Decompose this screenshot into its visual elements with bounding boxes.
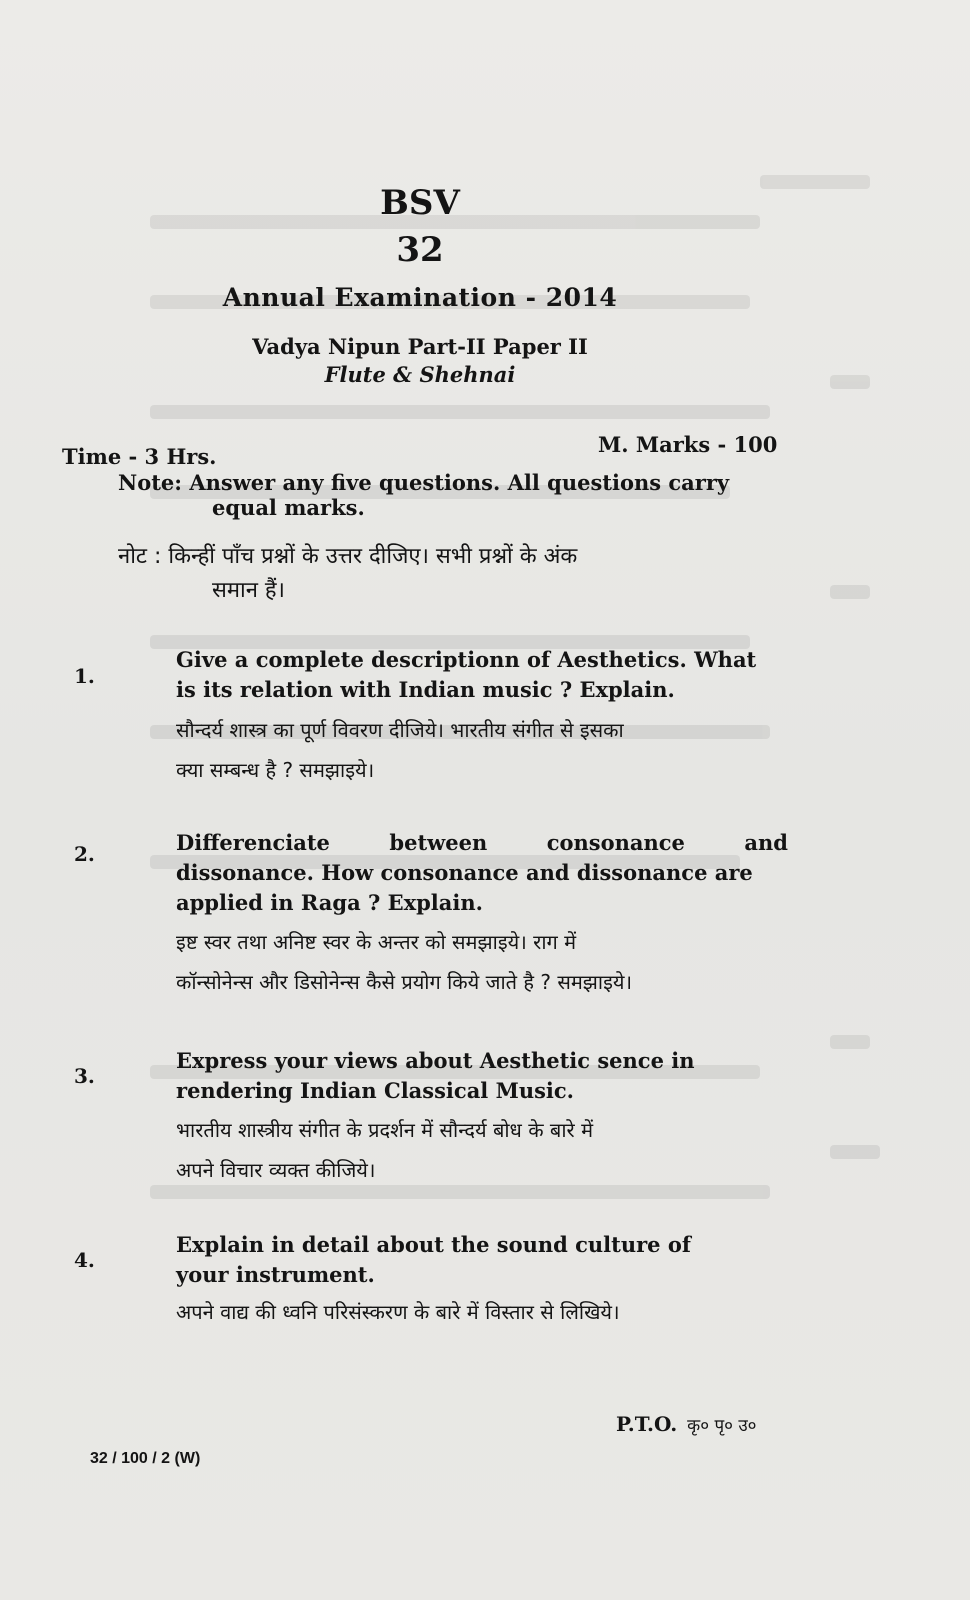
note-hindi-line-1: नोट : किन्हीं पाँच प्रश्नों के उत्तर दीजिए। सभी प्रश्नों के अंक (118, 544, 578, 569)
question-3-english: Express your views about Aesthetic sence in rendering Indian Classical Music. (176, 1048, 695, 1103)
note-hindi-line-2: समान हैं। (212, 578, 285, 603)
pto-footer (616, 1412, 757, 1436)
max-marks: M. Marks - 100 (598, 432, 778, 457)
note-english-line-1: Note: Answer any five questions. All questions carry (118, 470, 730, 495)
pto-hindi: कृ० पृ० उ० (687, 1416, 757, 1436)
pto-english: P.T.O. (616, 1412, 678, 1436)
question-4-english: Explain in detail about the sound culture of your instrument. (176, 1232, 691, 1287)
question-2-number: 2. (74, 842, 95, 866)
question-4-number: 4. (74, 1248, 95, 1272)
question-2-english-line-1: Differenciate between consonance and (176, 830, 788, 855)
question-3-hindi: भारतीय शास्त्रीय संगीत के प्रदर्शन में सौन्दर्य बोध के बारे में अपने विचार व्यक्त कीजिये। (176, 1118, 594, 1182)
question-1-hindi: सौन्दर्य शास्त्र का पूर्ण विवरण दीजिये। भारतीय संगीत से इसका क्या सम्बन्ध है ? समझाइये। (176, 718, 624, 782)
question-1-number: 1. (74, 664, 95, 688)
question-2-hindi: इष्ट स्वर तथा अनिष्ट स्वर के अन्तर को समझाइये। राग में कॉन्सोनेन्स और डिसोनेन्स कैसे प्रयोग किये जाते है ? समझाइये। (176, 930, 633, 994)
paper-code-footer: 32 / 100 / 2 (W) (90, 1450, 201, 1467)
question-3-number: 3. (74, 1064, 95, 1088)
note-english-line-2: equal marks. (212, 495, 365, 520)
question-2-english: dissonance. How consonance and dissonance are applied in Raga ? Explain. (176, 860, 753, 915)
instrument-title: Flute & Shehnai (324, 362, 516, 387)
note-english (118, 470, 818, 520)
note-hindi (118, 540, 818, 608)
paper-title: Vadya Nipun Part-II Paper II (252, 334, 588, 359)
question-1-english: Give a complete descriptionn of Aesthetics. What is its relation with Indian music ? Explain. (176, 647, 757, 702)
question-4-hindi: अपने वाद्य की ध्वनि परिसंस्करण के बारे में विस्तार से लिखिये। (176, 1300, 620, 1324)
course-code: BSV (380, 183, 460, 223)
exam-title: Annual Examination - 2014 (222, 283, 618, 312)
paper-number: 32 (396, 230, 444, 270)
time-allowed: Time - 3 Hrs. (62, 444, 217, 469)
